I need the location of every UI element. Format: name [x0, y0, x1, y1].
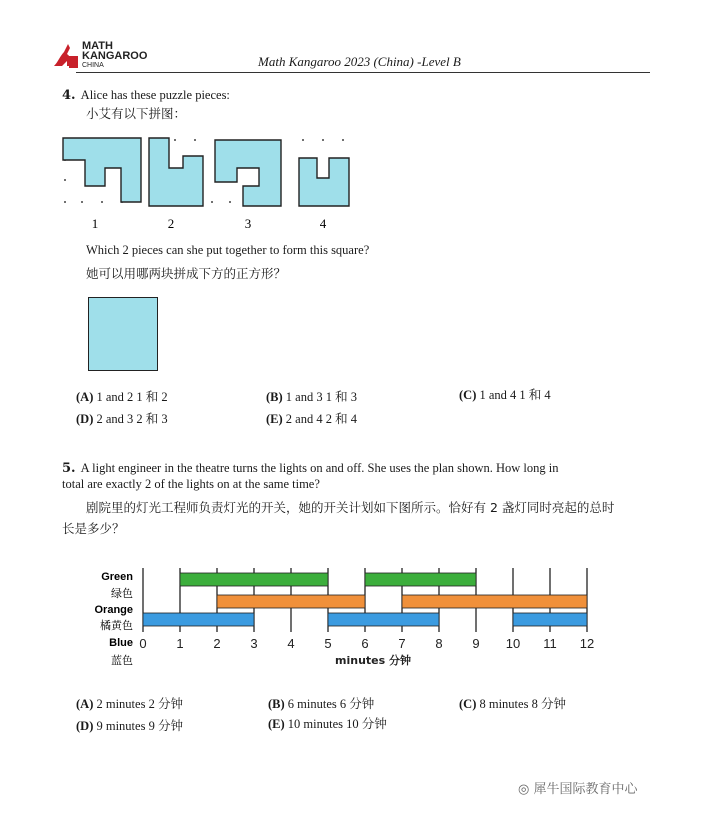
tick-label-2: 2 — [213, 636, 221, 651]
green-bar-2 — [365, 573, 476, 586]
series-label-green: Green — [101, 571, 133, 583]
q4-question-zh: 她可以用哪两块拼成下方的正方形？ — [86, 266, 287, 281]
header-title: Math Kangaroo 2023 (China) -Level B — [258, 54, 461, 69]
watermark-text: 犀牛国际教育中心 — [533, 782, 638, 797]
q5-option-e-text: 10 minutes 10 分钟 — [287, 717, 387, 731]
series-label-blue: Blue — [109, 637, 133, 649]
logo-line3: CHINA — [82, 62, 104, 69]
piece-label-1: 1 — [91, 216, 99, 230]
series-label-orange: Orange — [94, 604, 133, 616]
q5-option-a-letter: (A) — [76, 697, 94, 711]
q5-option-c-letter: (C) — [459, 697, 477, 711]
x-axis-label: minutes 分钟 — [335, 654, 411, 667]
q4-option-b-letter: (B) — [266, 390, 283, 404]
q4-option-e[interactable] — [266, 409, 357, 427]
tick-label-9: 9 — [472, 636, 480, 651]
blue-bar-2 — [328, 613, 439, 626]
q5-option-a-text: 2 minutes 2 分钟 — [96, 697, 183, 711]
q5-option-a[interactable] — [76, 694, 183, 712]
q4-option-a-text: 1 and 2 1 和 2 — [96, 390, 168, 404]
q5-prompt-zh-1: 剧院里的灯光工程师负责灯光的开关，她的开关计划如下图所示。恰好有 2 盏灯同时亮起的总时 — [86, 500, 615, 515]
green-bar-1 — [180, 573, 328, 586]
q4-prompt-en: Alice has these puzzle pieces: — [80, 88, 230, 102]
piece-label-4: 4 — [319, 216, 327, 230]
q4-option-c[interactable] — [459, 385, 551, 403]
target-square — [88, 297, 158, 371]
header-divider — [76, 72, 650, 73]
q5-option-d-letter: (D) — [76, 719, 94, 733]
tick-label-12: 12 — [579, 636, 595, 651]
tick-label-1: 1 — [176, 636, 184, 651]
q5-option-c[interactable] — [459, 694, 566, 712]
q5-number: 5. — [62, 461, 76, 476]
q4-number: 4. — [62, 88, 76, 103]
q4-option-e-text: 2 and 4 2 和 4 — [285, 412, 357, 426]
q4-option-c-text: 1 and 4 1 和 4 — [479, 388, 551, 402]
piece-3 — [215, 140, 281, 206]
blue-bar-3 — [513, 613, 587, 626]
tick-label-7: 7 — [398, 636, 406, 651]
light-plan-chart — [0, 560, 705, 675]
wechat-icon: ◎ — [518, 782, 534, 797]
watermark — [518, 778, 638, 797]
q5-prompt-en-2: total are exactly 2 of the lights on at the same time? — [62, 477, 320, 491]
q4-heading — [62, 84, 230, 103]
logo-line1: MATH — [82, 40, 113, 52]
logo-line2: KANGAROO — [82, 50, 148, 62]
q5-prompt-zh-2: 长是多少？ — [62, 521, 125, 536]
q5-option-e[interactable] — [268, 714, 387, 732]
tick-label-6: 6 — [361, 636, 369, 651]
q5-option-b-text: 6 minutes 6 分钟 — [287, 697, 375, 711]
tick-label-5: 5 — [324, 636, 332, 651]
orange-bar-2 — [402, 595, 587, 608]
piece-1 — [63, 138, 141, 202]
logo-wordmark — [82, 41, 147, 71]
q4-option-d-text: 2 and 3 2 和 3 — [96, 412, 168, 426]
orange-bar-1 — [217, 595, 365, 608]
q4-option-b-text: 1 and 3 1 和 3 — [285, 390, 357, 404]
piece-4 — [299, 158, 349, 206]
q4-question-en: Which 2 pieces can she put together to form this square? — [86, 243, 370, 257]
tick-label-4: 4 — [287, 636, 295, 651]
q4-puzzle-pieces — [55, 130, 375, 230]
q5-option-c-text: 8 minutes 8 分钟 — [479, 697, 566, 711]
q5-prompt-en-1: A light engineer in the theatre turns the lights on and off. She uses the plan shown. How long in — [80, 461, 559, 475]
q4-prompt-zh: 小艾有以下拼图： — [86, 106, 187, 121]
tick-label-3: 3 — [250, 636, 258, 651]
series-label-blue-zh: 蓝色 — [111, 654, 133, 667]
blue-bar-1 — [143, 613, 254, 626]
q4-option-e-letter: (E) — [266, 412, 283, 426]
tick-label-11: 11 — [543, 636, 557, 651]
piece-2 — [149, 138, 203, 206]
q5-option-b-letter: (B) — [268, 697, 285, 711]
q4-option-c-letter: (C) — [459, 388, 477, 402]
kangaroo-logo-icon — [50, 42, 80, 70]
tick-label-8: 8 — [435, 636, 443, 651]
q5-heading — [62, 457, 662, 476]
series-label-orange-zh: 橘黄色 — [100, 619, 133, 632]
tick-label-0: 0 — [139, 636, 147, 651]
q5-option-b[interactable] — [268, 694, 374, 712]
q5-option-d-text: 9 minutes 9 分钟 — [96, 719, 183, 733]
tick-label-10: 10 — [505, 636, 521, 651]
piece-label-2: 2 — [167, 216, 175, 230]
q4-option-a[interactable] — [76, 387, 168, 405]
q4-option-a-letter: (A) — [76, 390, 94, 404]
q5-option-e-letter: (E) — [268, 717, 285, 731]
series-label-green-zh: 绿色 — [111, 587, 133, 600]
q4-option-b[interactable] — [266, 387, 357, 405]
piece-label-3: 3 — [244, 216, 252, 230]
q5-option-d[interactable] — [76, 716, 183, 734]
q4-option-d[interactable] — [76, 409, 168, 427]
q4-option-d-letter: (D) — [76, 412, 94, 426]
